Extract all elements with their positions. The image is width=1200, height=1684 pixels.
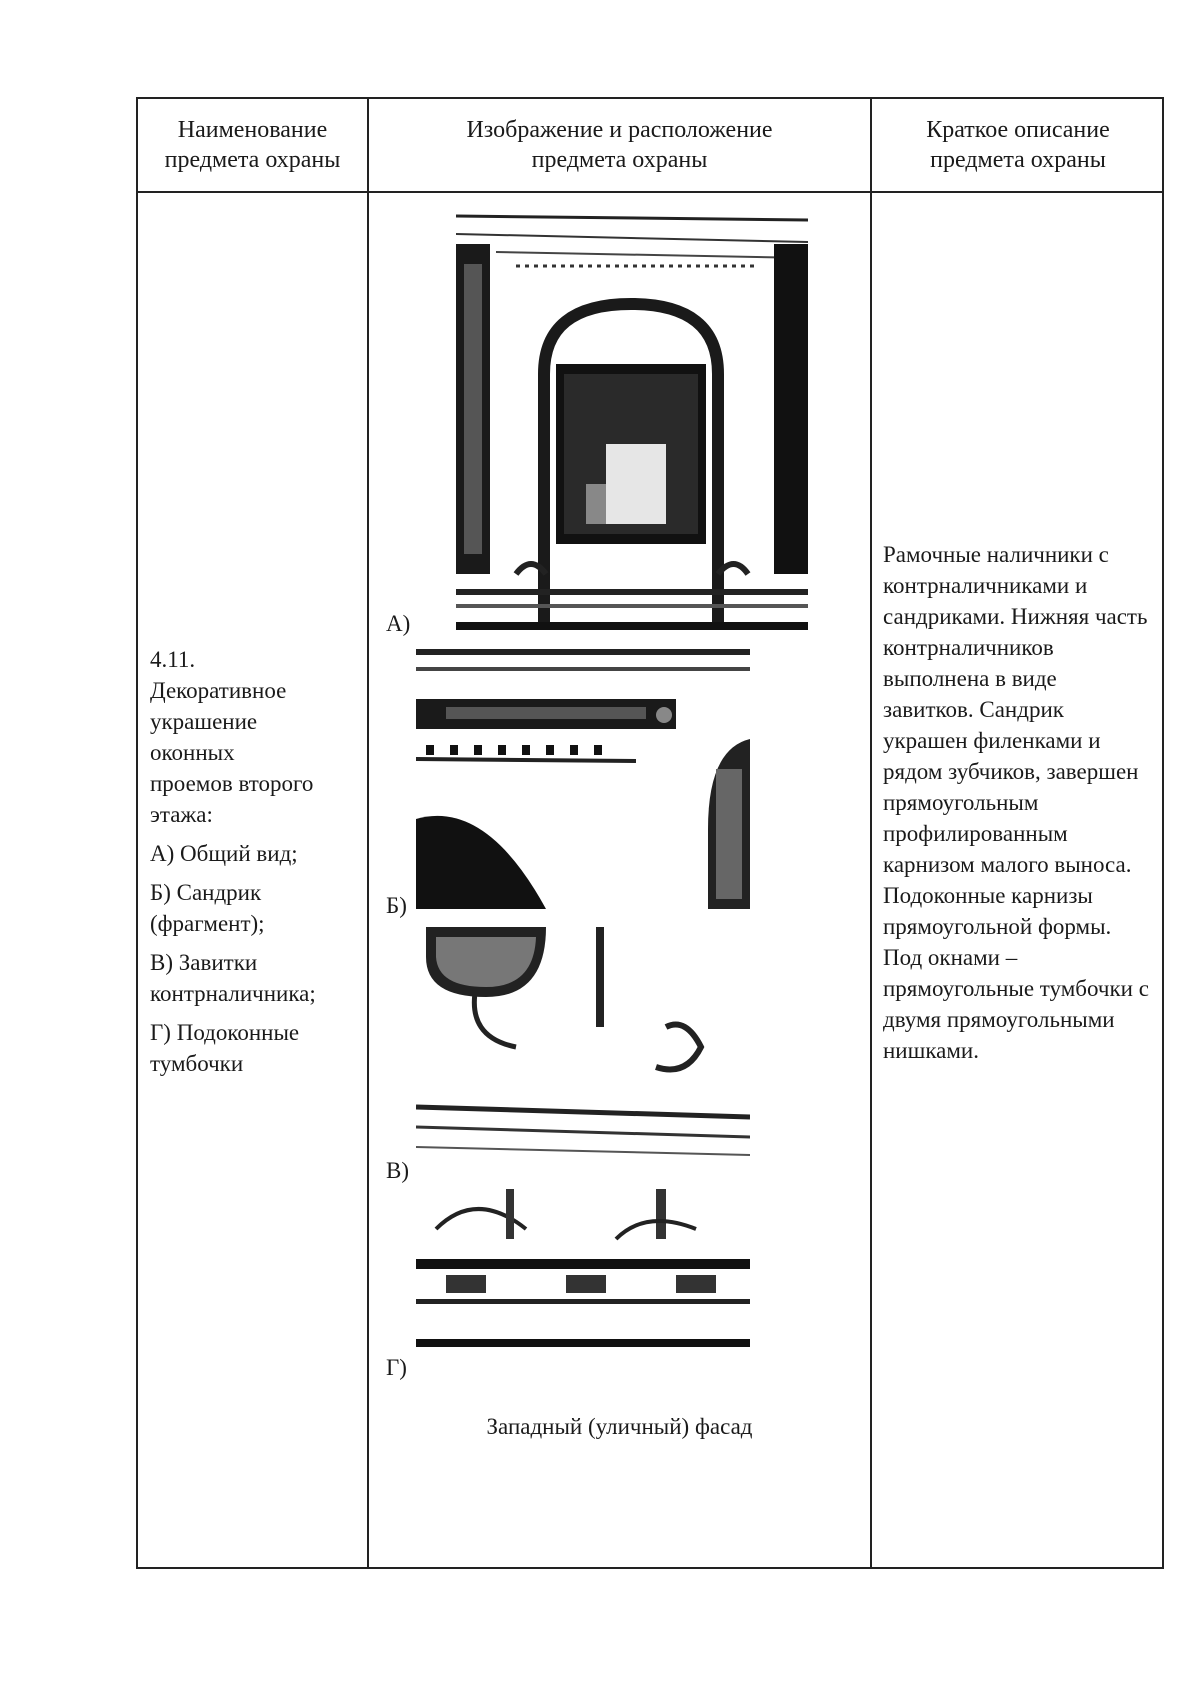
- photo-label-a: А): [386, 611, 411, 636]
- item-title-line: украшение: [150, 709, 258, 734]
- item-title-line: проемов второго: [150, 771, 314, 796]
- column-divider-2: [870, 99, 872, 1567]
- photo-label-g: Г): [386, 1355, 407, 1380]
- photo-window-pedestals: [416, 1189, 750, 1369]
- header-description: [872, 99, 1164, 191]
- item-title-line: оконных: [150, 740, 235, 765]
- header-image-line2: предмета охраны: [531, 147, 708, 173]
- header-divider: [138, 191, 1162, 193]
- protection-table: [136, 97, 1164, 1569]
- photo-general-view: [456, 194, 808, 634]
- item-part: Г) Подоконные тумбочки: [150, 1020, 300, 1076]
- photo-caption: Западный (уличный) фасад: [486, 1414, 753, 1439]
- item-number: 4.11.: [150, 647, 196, 672]
- header-name-line2: предмета охраны: [164, 147, 341, 173]
- header-name: [138, 99, 367, 191]
- item-title-line: этажа:: [150, 802, 213, 827]
- header-description-line2: предмета охраны: [930, 147, 1106, 173]
- item-name-cell: [150, 644, 360, 1087]
- description-text: Рамочные наличники с контрналичниками и сандриками. Нижняя часть контрналичников выполнена в виде завитков. Сандрик украшен филенками и рядом зубчиков, завершен прямоугольным профилированным карнизом малого выноса. Подоконные карнизы прямоугольной формы. Под окнами – прямоугольные тумбочки с двумя прямоугольными нишками.: [883, 542, 1149, 1063]
- column-divider-1: [367, 99, 369, 1567]
- header-description-line1: Краткое описание: [926, 117, 1110, 143]
- photo-label-v: В): [386, 1158, 409, 1183]
- item-title-line: Декоративное: [150, 678, 287, 703]
- photo-sandrik-fragment: [416, 649, 750, 909]
- header-image: [369, 99, 870, 191]
- header-image-line1: Изображение и расположение: [466, 117, 773, 143]
- item-part: В) Завитки контрналичника;: [150, 950, 316, 1006]
- photo-label-b: Б): [386, 893, 407, 918]
- header-name-line1: Наименование: [177, 117, 328, 143]
- photo-volutes: [416, 927, 750, 1177]
- item-title: [150, 675, 360, 830]
- item-part: Б) Сандрик (фрагмент);: [150, 880, 265, 936]
- item-part: А) Общий вид;: [150, 841, 298, 866]
